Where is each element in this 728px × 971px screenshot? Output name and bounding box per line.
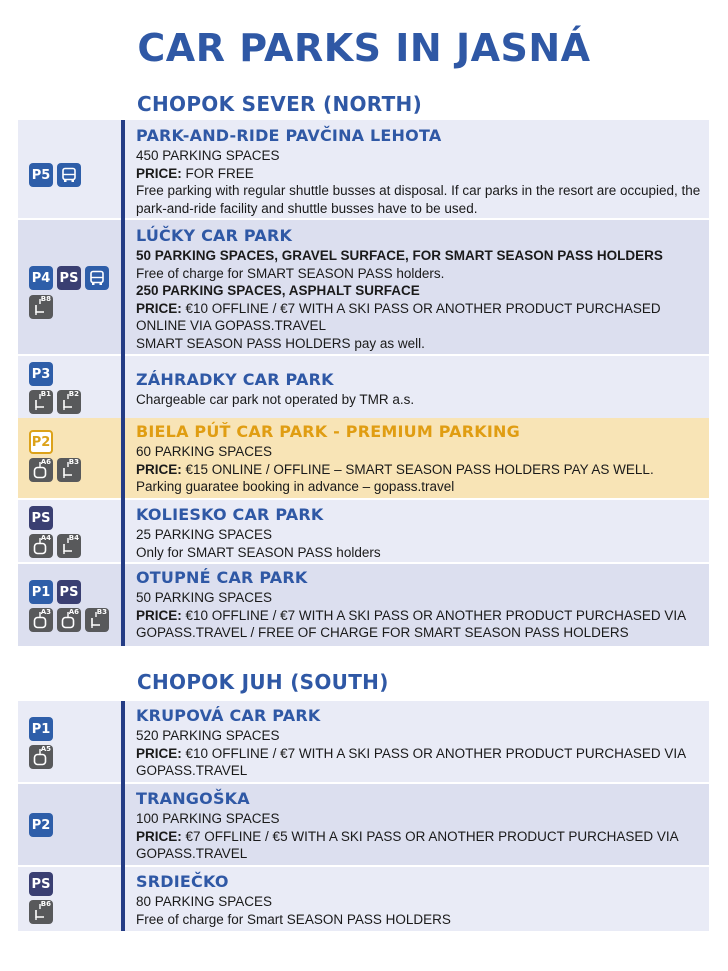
note-text: Chargeable car park not operated by TMR a.s. — [136, 392, 415, 407]
parking-badge-ps: PS — [29, 872, 53, 896]
row-icons — [18, 120, 121, 218]
row-icons — [18, 220, 121, 354]
car-park-details — [136, 422, 701, 496]
price-value-continued: GOPASS.TRAVEL — [136, 763, 248, 778]
gondola-icon — [29, 458, 53, 482]
parking-badge-ps: PS — [57, 580, 81, 604]
price-text — [136, 300, 701, 318]
car-park-name: PARK-AND-RIDE PAVČINA LEHOTA — [136, 126, 442, 145]
capacity-text: 450 PARKING SPACES — [136, 148, 280, 163]
gondola-icon — [57, 608, 81, 632]
note-text: SMART SEASON PASS HOLDERS pay as well. — [136, 335, 425, 351]
gondola-icon — [29, 745, 53, 769]
lift-label: B8 — [40, 295, 51, 303]
chairlift-icon — [29, 390, 53, 414]
car-park-name: OTUPNÉ CAR PARK — [136, 568, 308, 587]
price-label: PRICE: — [136, 607, 182, 623]
divider-line — [121, 701, 125, 931]
north-car-park-list — [18, 120, 709, 646]
capacity-text: 80 PARKING SPACES — [136, 894, 273, 909]
lift-label: B6 — [40, 900, 51, 908]
price-value: €7 OFFLINE / €5 WITH A SKI PASS OR ANOTHER PRODUCT PURCHASED VIA — [185, 828, 679, 844]
bus-icon — [57, 163, 81, 187]
price-value-continued: GOPASS.TRAVEL / FREE OF CHARGE FOR SMART SEASON PASS HOLDERS — [136, 625, 629, 640]
lift-label: A6 — [40, 458, 51, 466]
lift-label: B3 — [96, 608, 107, 616]
lift-label: B1 — [40, 390, 51, 398]
row-icons — [18, 418, 121, 498]
chairlift-icon — [57, 390, 81, 414]
price-value-continued: GOPASS.TRAVEL — [136, 846, 248, 861]
capacity-text: 25 PARKING SPACES — [136, 527, 273, 542]
lift-label: B4 — [68, 534, 79, 542]
parking-badge-ps: PS — [29, 506, 53, 530]
car-park-details — [136, 126, 701, 217]
parking-badge-p2: P2 — [29, 813, 53, 837]
note-text: Free parking with regular shuttle busses at disposal. If car parks in the resort are occupied, the park-and-ride facility and shuttle busses have to be used. — [136, 183, 701, 216]
capacity-text: 50 PARKING SPACES, GRAVEL SURFACE, FOR SMART SEASON PASS HOLDERS — [136, 248, 663, 263]
section-heading-north: CHOPOK SEVER (NORTH) — [137, 92, 423, 116]
section-heading-south: CHOPOK JUH (SOUTH) — [137, 670, 389, 694]
parking-badge-p5: P5 — [29, 163, 53, 187]
car-park-name: BIELA PÚŤ CAR PARK - PREMIUM PARKING — [136, 422, 520, 441]
bus-icon — [85, 266, 109, 290]
car-park-details — [136, 872, 701, 928]
chairlift-icon — [85, 608, 109, 632]
car-park-name: ZÁHRADKY CAR PARK — [136, 370, 334, 389]
price-text — [136, 828, 701, 846]
car-park-details — [136, 568, 701, 642]
price-text — [136, 165, 701, 183]
parking-badge-p2-premium: P2 — [29, 430, 53, 454]
capacity-text: 60 PARKING SPACES — [136, 444, 273, 459]
chairlift-icon — [29, 900, 53, 924]
note-text: Only for SMART SEASON PASS holders — [136, 544, 381, 560]
car-park-name: LÚČKY CAR PARK — [136, 226, 293, 245]
lift-label: A3 — [40, 608, 51, 616]
parking-badge-p1: P1 — [29, 717, 53, 741]
south-car-park-list — [18, 701, 709, 931]
note-text: Parking guaratee booking in advance – gopass.travel — [136, 479, 455, 494]
row-icons — [18, 867, 121, 931]
price-label: PRICE: — [136, 745, 182, 761]
car-park-name: TRANGOŠKA — [136, 789, 250, 808]
lift-label: B2 — [68, 390, 79, 398]
page-title: CAR PARKS IN JASNÁ — [137, 26, 591, 70]
parking-badge-p4: P4 — [29, 266, 53, 290]
row-icons — [18, 500, 121, 562]
price-value: FOR FREE — [185, 165, 254, 181]
car-park-details — [136, 370, 701, 409]
chairlift-icon — [57, 458, 81, 482]
parking-badge-p3: P3 — [29, 362, 53, 386]
price-value: €10 OFFLINE / €7 WITH A SKI PASS OR ANOTHER PRODUCT PURCHASED — [185, 300, 661, 316]
price-value-continued: ONLINE VIA GOPASS.TRAVEL — [136, 318, 327, 333]
parking-badge-p1: P1 — [29, 580, 53, 604]
note-text: Free of charge for Smart SEASON PASS HOLDERS — [136, 911, 451, 927]
car-park-details — [136, 226, 701, 352]
price-value: €15 ONLINE / OFFLINE – SMART SEASON PASS HOLDERS PAY AS WELL. — [185, 461, 654, 477]
price-value: €10 OFFLINE / €7 WITH A SKI PASS OR ANOTHER PRODUCT PURCHASED VIA — [185, 745, 687, 761]
gondola-icon — [29, 534, 53, 558]
row-icons — [18, 564, 121, 646]
note-text: Free of charge for SMART SEASON PASS holders. — [136, 265, 445, 281]
capacity-text: 50 PARKING SPACES — [136, 590, 273, 605]
chairlift-icon — [29, 295, 53, 319]
lift-label: A6 — [68, 608, 79, 616]
capacity-text: 250 PARKING SPACES, ASPHALT SURFACE — [136, 283, 420, 298]
price-label: PRICE: — [136, 165, 182, 181]
price-label: PRICE: — [136, 300, 182, 316]
lift-label: B3 — [68, 458, 79, 466]
car-park-details — [136, 789, 701, 863]
car-park-details — [136, 505, 701, 561]
row-icons — [18, 784, 121, 865]
car-park-details — [136, 706, 701, 780]
gondola-icon — [29, 608, 53, 632]
price-label: PRICE: — [136, 828, 182, 844]
chairlift-icon — [57, 534, 81, 558]
price-text — [136, 745, 701, 763]
lift-label: A5 — [40, 745, 51, 753]
car-park-name: KOLIESKO CAR PARK — [136, 505, 324, 524]
divider-line — [121, 120, 125, 646]
row-icons — [18, 701, 121, 782]
capacity-text: 520 PARKING SPACES — [136, 728, 280, 743]
car-park-name: KRUPOVÁ CAR PARK — [136, 706, 321, 725]
car-park-name: SRDIEČKO — [136, 872, 229, 891]
lift-label: A4 — [40, 534, 51, 542]
price-text — [136, 461, 701, 479]
price-value: €10 OFFLINE / €7 WITH A SKI PASS OR ANOTHER PRODUCT PURCHASED VIA — [185, 607, 687, 623]
price-text — [136, 607, 701, 625]
parking-badge-ps: PS — [57, 266, 81, 290]
price-label: PRICE: — [136, 461, 182, 477]
capacity-text: 100 PARKING SPACES — [136, 811, 280, 826]
